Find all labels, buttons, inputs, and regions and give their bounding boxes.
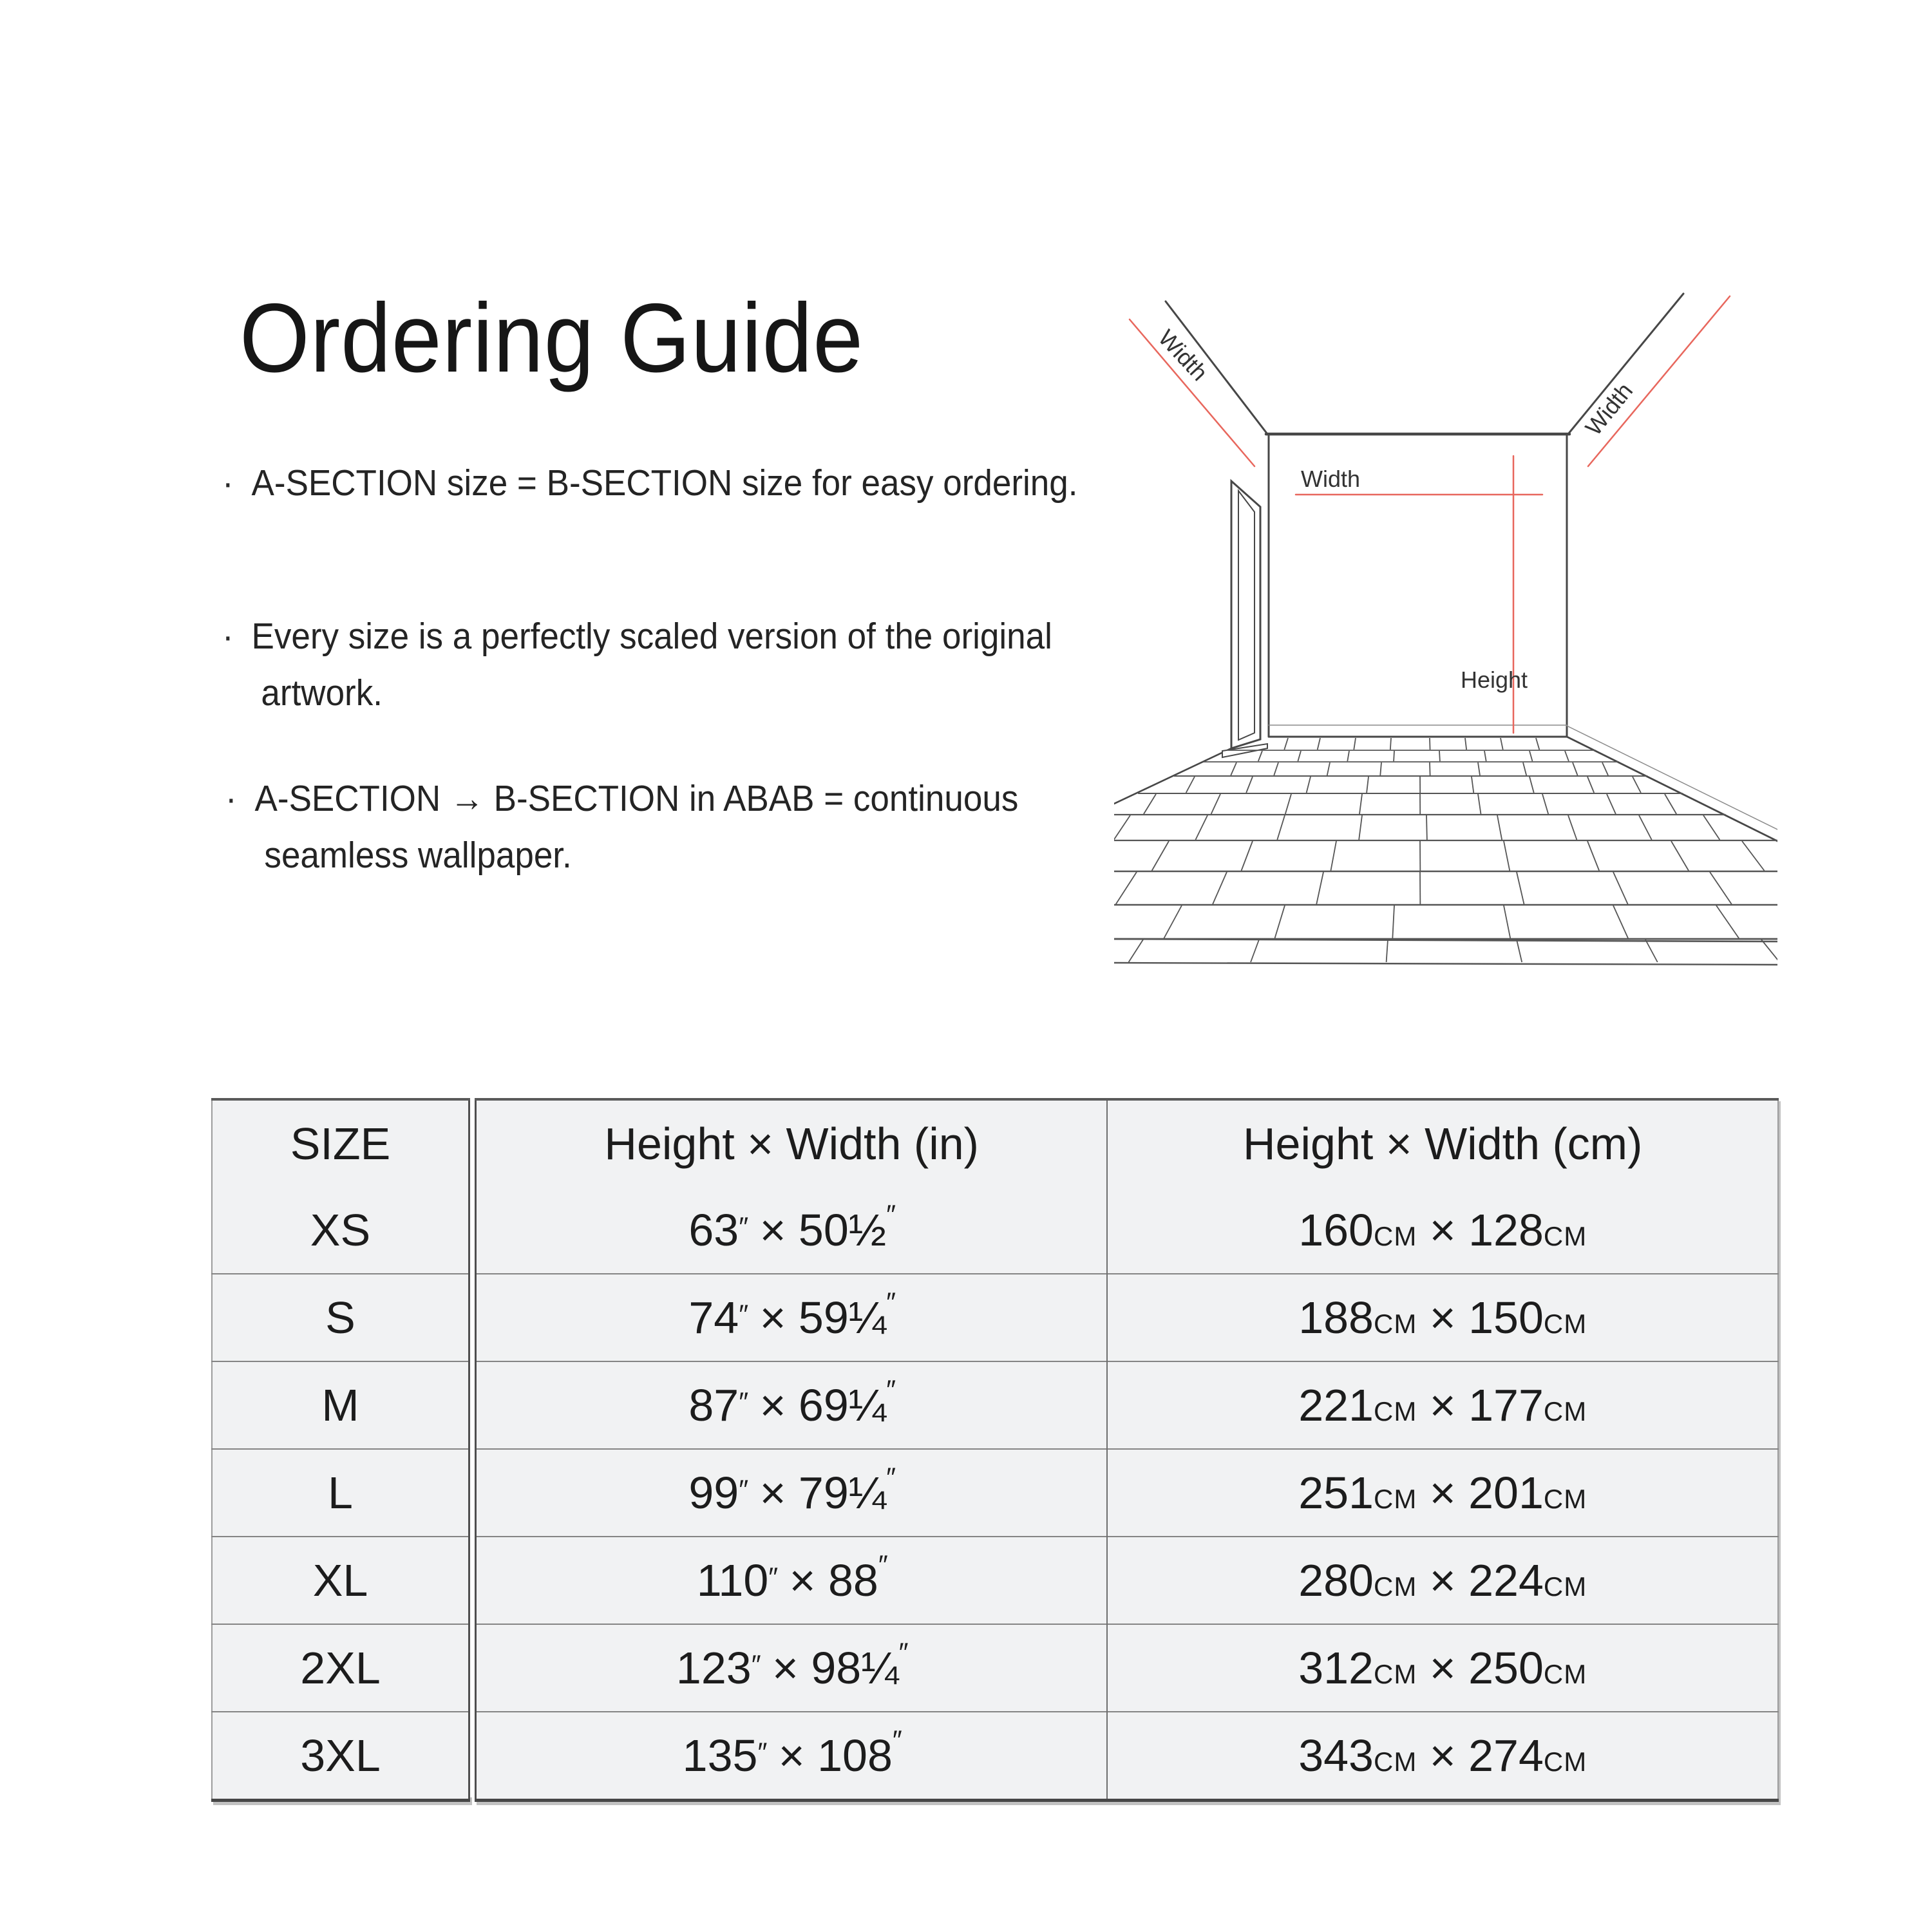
size-table-body-a (212, 1187, 469, 1801)
cm-cell: 251CM × 201CM (1107, 1449, 1778, 1537)
table-row (476, 1537, 1779, 1624)
dimensions-table (475, 1098, 1779, 1802)
table-row (212, 1361, 469, 1449)
width-back-label: Width (1301, 466, 1361, 492)
inches-cell: 74″ × 59¼″ (476, 1274, 1108, 1361)
cm-cell: 160CM × 128CM (1107, 1187, 1778, 1274)
bullet-text: A-SECTION → B-SECTION in ABAB = continuous (254, 778, 1019, 819)
bullet-text: Every size is a perfectly scaled version of the original (251, 616, 1052, 657)
size-table-body-b (476, 1187, 1779, 1801)
bullet-dot: · (222, 616, 234, 657)
table-gutter (470, 1098, 475, 1797)
bullet-text: artwork. (261, 672, 383, 714)
inches-cell: 99″ × 79¼″ (476, 1449, 1108, 1537)
size-table (211, 1098, 1779, 1797)
cm-cell: 312CM × 250CM (1107, 1624, 1778, 1712)
bullet-scaling-rule (222, 608, 1052, 721)
room-outline (1114, 294, 1777, 841)
table-row (476, 1274, 1779, 1361)
table-row (476, 1187, 1779, 1274)
height-label: Height (1461, 667, 1528, 693)
size-cell: XL (212, 1537, 469, 1624)
floor-pattern (1114, 738, 1777, 965)
inches-cell: 135″ × 108″ (476, 1712, 1108, 1801)
cm-cell: 280CM × 224CM (1107, 1537, 1778, 1624)
size-column-header: SIZE (290, 1119, 391, 1169)
door (1222, 481, 1267, 757)
cm-cell: 221CM × 177CM (1107, 1361, 1778, 1449)
size-cell: M (212, 1361, 469, 1449)
table-row (212, 1274, 469, 1361)
table-row (212, 1187, 469, 1274)
table-row (476, 1712, 1779, 1801)
width-right-label: Width (1580, 377, 1638, 440)
table-row (212, 1712, 469, 1801)
page-title: Ordering Guide (240, 283, 864, 393)
cm-cell: 343CM × 274CM (1107, 1712, 1778, 1801)
table-row (476, 1449, 1779, 1537)
table-row (212, 1537, 469, 1624)
size-cell: 2XL (212, 1624, 469, 1712)
dimension-lines (1130, 296, 1730, 733)
cm-column-header: Height × Width (cm) (1107, 1099, 1778, 1187)
width-left-label: Width (1153, 324, 1213, 386)
bullet-dot: · (225, 778, 237, 819)
bullet-seamless-rule (225, 770, 1018, 884)
inches-cell: 63″ × 50½″ (688, 1199, 895, 1255)
bullet-text: A-SECTION size = B-SECTION size for easy ordering. (251, 462, 1078, 504)
bullet-dot: · (222, 462, 234, 504)
cm-cell: 188CM × 150CM (1107, 1274, 1778, 1361)
table-row (476, 1361, 1779, 1449)
inches-cell: 87″ × 69¼″ (476, 1361, 1108, 1449)
width-right-dimension-line (1588, 296, 1730, 466)
room-illustration (1114, 290, 1777, 972)
size-cell: 3XL (212, 1712, 469, 1801)
table-row (476, 1624, 1779, 1712)
inches-cell: 123″ × 98¼″ (476, 1624, 1108, 1712)
size-cell: XS (310, 1205, 371, 1255)
table-row (212, 1624, 469, 1712)
inches-column-header: Height × Width (in) (604, 1119, 979, 1169)
table-row (212, 1449, 469, 1537)
bullet-text: seamless wallpaper. (264, 835, 572, 876)
size-cell: L (212, 1449, 469, 1537)
size-column-table (211, 1098, 470, 1802)
bullet-ordering-rule (222, 455, 1077, 511)
inches-cell: 110″ × 88″ (476, 1537, 1108, 1624)
size-cell: S (212, 1274, 469, 1361)
